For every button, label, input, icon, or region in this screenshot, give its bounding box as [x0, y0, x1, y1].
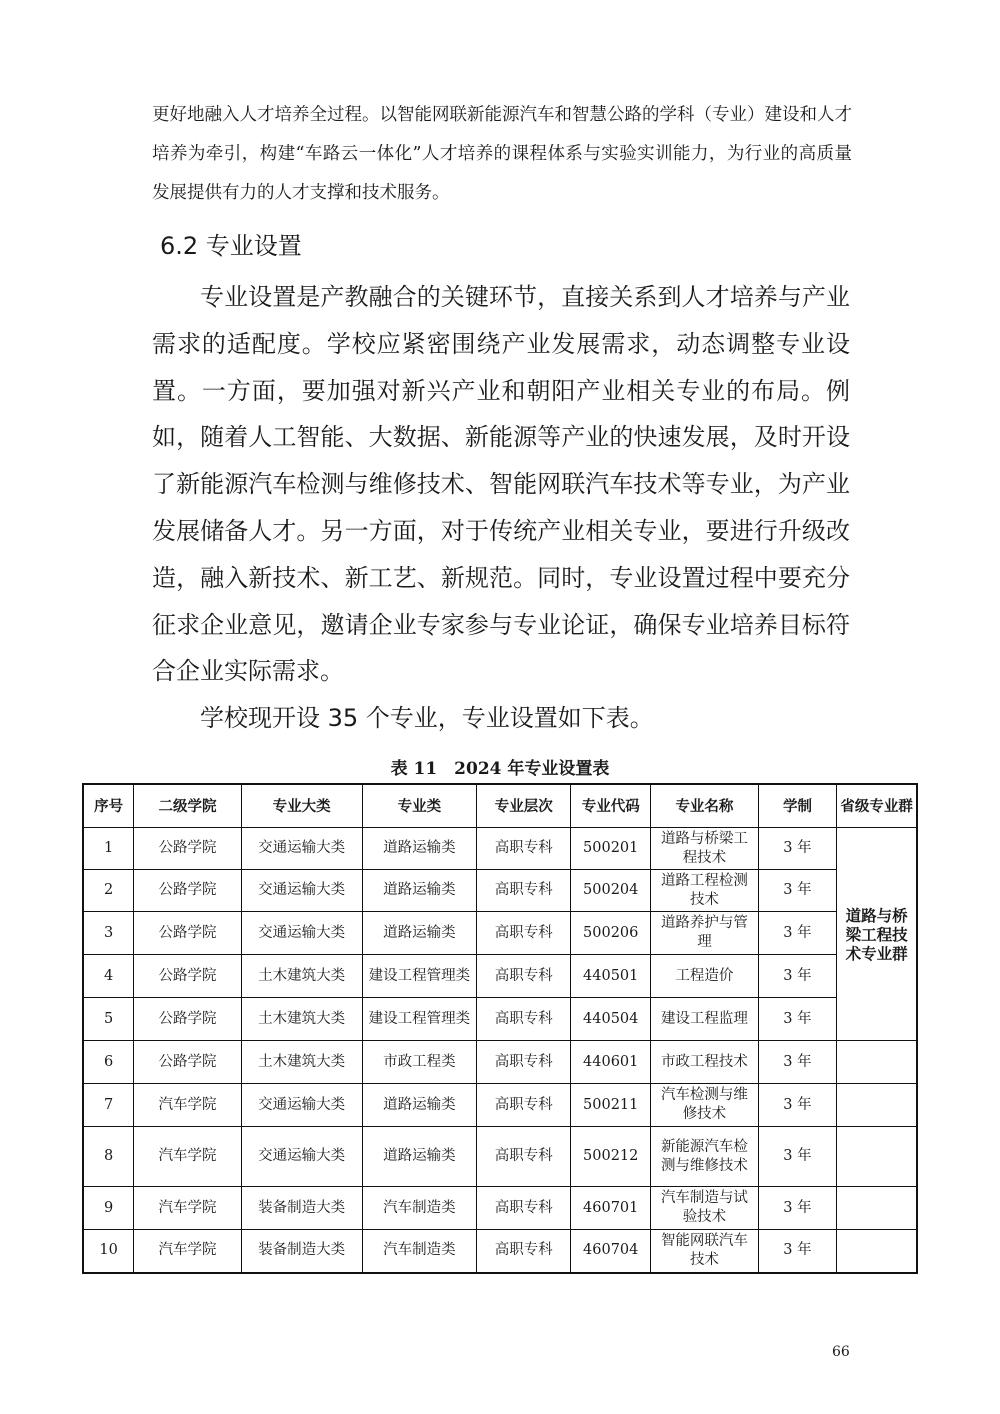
table-cell: 交通运输大类	[241, 828, 362, 870]
table-cell: 高职专科	[477, 912, 571, 955]
empty-group-cell	[837, 1127, 917, 1187]
table-cell: 智能网联汽车技术	[651, 1230, 758, 1273]
table-cell: 道路运输类	[362, 870, 477, 912]
table-row	[83, 828, 917, 870]
table-cell: 工程造价	[651, 955, 758, 998]
table-cell: 460701	[571, 1187, 651, 1230]
table-cell: 9	[83, 1187, 134, 1230]
empty-group-cell	[837, 1084, 917, 1127]
table-row	[83, 912, 917, 955]
table-cell: 公路学院	[134, 828, 241, 870]
table-cell: 土木建筑大类	[241, 998, 362, 1041]
table-row	[83, 998, 917, 1041]
table-caption: 表 11 2024 年专业设置表	[390, 759, 610, 779]
table-cell: 7	[83, 1084, 134, 1127]
table-cell: 高职专科	[477, 1084, 571, 1127]
table-cell: 装备制造大类	[241, 1230, 362, 1273]
table-cell: 汽车学院	[134, 1084, 241, 1127]
table-cell: 道路运输类	[362, 828, 477, 870]
body-paragraph: 学校现开设 35 个专业，专业设置如下表。	[200, 704, 654, 733]
table-cell: 高职专科	[477, 1041, 571, 1084]
header-cell: 学制	[758, 784, 837, 828]
table-cell: 汽车检测与维修技术	[651, 1084, 758, 1127]
table-cell: 440601	[571, 1041, 651, 1084]
table-cell: 汽车制造类	[362, 1230, 477, 1273]
table-cell: 建设工程监理	[651, 998, 758, 1041]
table-cell: 高职专科	[477, 1230, 571, 1273]
table-cell: 高职专科	[477, 1127, 571, 1187]
table-cell: 公路学院	[134, 1041, 241, 1084]
table-cell: 交通运输大类	[241, 870, 362, 912]
table-cell: 公路学院	[134, 870, 241, 912]
major-settings-table	[82, 783, 918, 1274]
table-cell: 3 年	[758, 912, 837, 955]
intro-paragraph: 更好地融入人才培养全过程。以智能网联新能源汽车和智慧公路的学科（专业）建设和人才培养为牵引，构建“车路云一体化”人才培养的课程体系与实验实训能力，为行业的高质量发展提供有力的人才支撑和技术服务。	[152, 105, 852, 203]
table-cell: 高职专科	[477, 998, 571, 1041]
table-cell: 市政工程类	[362, 1041, 477, 1084]
table-row	[83, 870, 917, 912]
table-row	[83, 1084, 917, 1127]
page-number: 66	[832, 1344, 850, 1360]
table-cell: 汽车制造类	[362, 1187, 477, 1230]
intro-paragraph-block	[152, 96, 852, 213]
table-row	[83, 1187, 917, 1230]
header-cell: 专业类	[362, 784, 477, 828]
header-cell: 序号	[83, 784, 134, 828]
table-cell: 土木建筑大类	[241, 955, 362, 998]
table-cell: 交通运输大类	[241, 1127, 362, 1187]
table-cell: 交通运输大类	[241, 1084, 362, 1127]
table-cell: 440501	[571, 955, 651, 998]
table-cell: 5	[83, 998, 134, 1041]
table-cell: 500201	[571, 828, 651, 870]
table-cell: 汽车学院	[134, 1187, 241, 1230]
table-header-row	[83, 784, 917, 828]
provincial-group-cell: 道路与桥梁工程技术专业群	[837, 828, 917, 1041]
table-cell: 3 年	[758, 998, 837, 1041]
table-cell: 高职专科	[477, 828, 571, 870]
table-row	[83, 1041, 917, 1084]
table-cell: 500211	[571, 1084, 651, 1127]
table-cell: 道路与桥梁工程技术	[651, 828, 758, 870]
table-cell: 装备制造大类	[241, 1187, 362, 1230]
table-cell: 建设工程管理类	[362, 955, 477, 998]
table-cell: 高职专科	[477, 870, 571, 912]
table-cell: 公路学院	[134, 912, 241, 955]
table-row	[83, 1230, 917, 1273]
table-cell: 3 年	[758, 828, 837, 870]
table-cell: 500212	[571, 1127, 651, 1187]
table-cell: 建设工程管理类	[362, 998, 477, 1041]
table-cell: 4	[83, 955, 134, 998]
table-row	[83, 1127, 917, 1187]
table-cell: 3 年	[758, 955, 837, 998]
table-cell: 公路学院	[134, 998, 241, 1041]
table-cell: 3	[83, 912, 134, 955]
table-cell: 1	[83, 828, 134, 870]
table-cell: 道路运输类	[362, 1084, 477, 1127]
table-cell: 道路运输类	[362, 912, 477, 955]
table-cell: 500206	[571, 912, 651, 955]
table-cell: 道路工程检测技术	[651, 870, 758, 912]
table-cell: 高职专科	[477, 955, 571, 998]
table-cell: 汽车制造与试验技术	[651, 1187, 758, 1230]
table-cell: 3 年	[758, 1127, 837, 1187]
table-cell: 汽车学院	[134, 1230, 241, 1273]
table-cell: 道路养护与管理	[651, 912, 758, 955]
empty-group-cell	[837, 1187, 917, 1230]
header-cell: 省级专业群	[837, 784, 917, 828]
header-cell: 专业层次	[477, 784, 571, 828]
table-row	[83, 955, 917, 998]
header-cell: 专业代码	[571, 784, 651, 828]
table-cell: 3 年	[758, 1187, 837, 1230]
header-cell: 专业大类	[241, 784, 362, 828]
table-cell: 460704	[571, 1230, 651, 1273]
table-cell: 6	[83, 1041, 134, 1084]
section-heading: 6.2 专业设置	[160, 232, 302, 260]
body-paragraph: 专业设置是产教融合的关键环节，直接关系到人才培养与产业需求的适配度。学校应紧密围绕产业发展需求，动态调整专业设置。一方面，要加强对新兴产业和朝阳产业相关专业的布局。例如，随着人工智能、大数据、新能源等产业的快速发展，及时开设了新能源汽车检测与维修技术、智能网联汽车技术等专业，为产业发展储备人才。另一方面，对于传统产业相关专业，要进行升级改造，融入新技术、新工艺、新规范。同时，专业设置过程中要充分征求企业意见，邀请企业专家参与专业论证，确保专业培养目标符合企业实际需求。	[152, 283, 850, 686]
header-cell: 二级学院	[134, 784, 241, 828]
table-cell: 10	[83, 1230, 134, 1273]
table-cell: 新能源汽车检测与维修技术	[651, 1127, 758, 1187]
table-cell: 2	[83, 870, 134, 912]
table-cell: 3 年	[758, 870, 837, 912]
empty-group-cell	[837, 1041, 917, 1084]
table-cell: 汽车学院	[134, 1127, 241, 1187]
table-cell: 道路运输类	[362, 1127, 477, 1187]
body-text	[152, 274, 850, 742]
table-cell: 高职专科	[477, 1187, 571, 1230]
table-cell: 3 年	[758, 1084, 837, 1127]
table-cell: 市政工程技术	[651, 1041, 758, 1084]
table-cell: 交通运输大类	[241, 912, 362, 955]
table-cell: 公路学院	[134, 955, 241, 998]
header-cell: 专业名称	[651, 784, 758, 828]
table-cell: 440504	[571, 998, 651, 1041]
table-cell: 8	[83, 1127, 134, 1187]
table-cell: 500204	[571, 870, 651, 912]
empty-group-cell	[837, 1230, 917, 1273]
table-cell: 3 年	[758, 1041, 837, 1084]
table-cell: 土木建筑大类	[241, 1041, 362, 1084]
table-cell: 3 年	[758, 1230, 837, 1273]
